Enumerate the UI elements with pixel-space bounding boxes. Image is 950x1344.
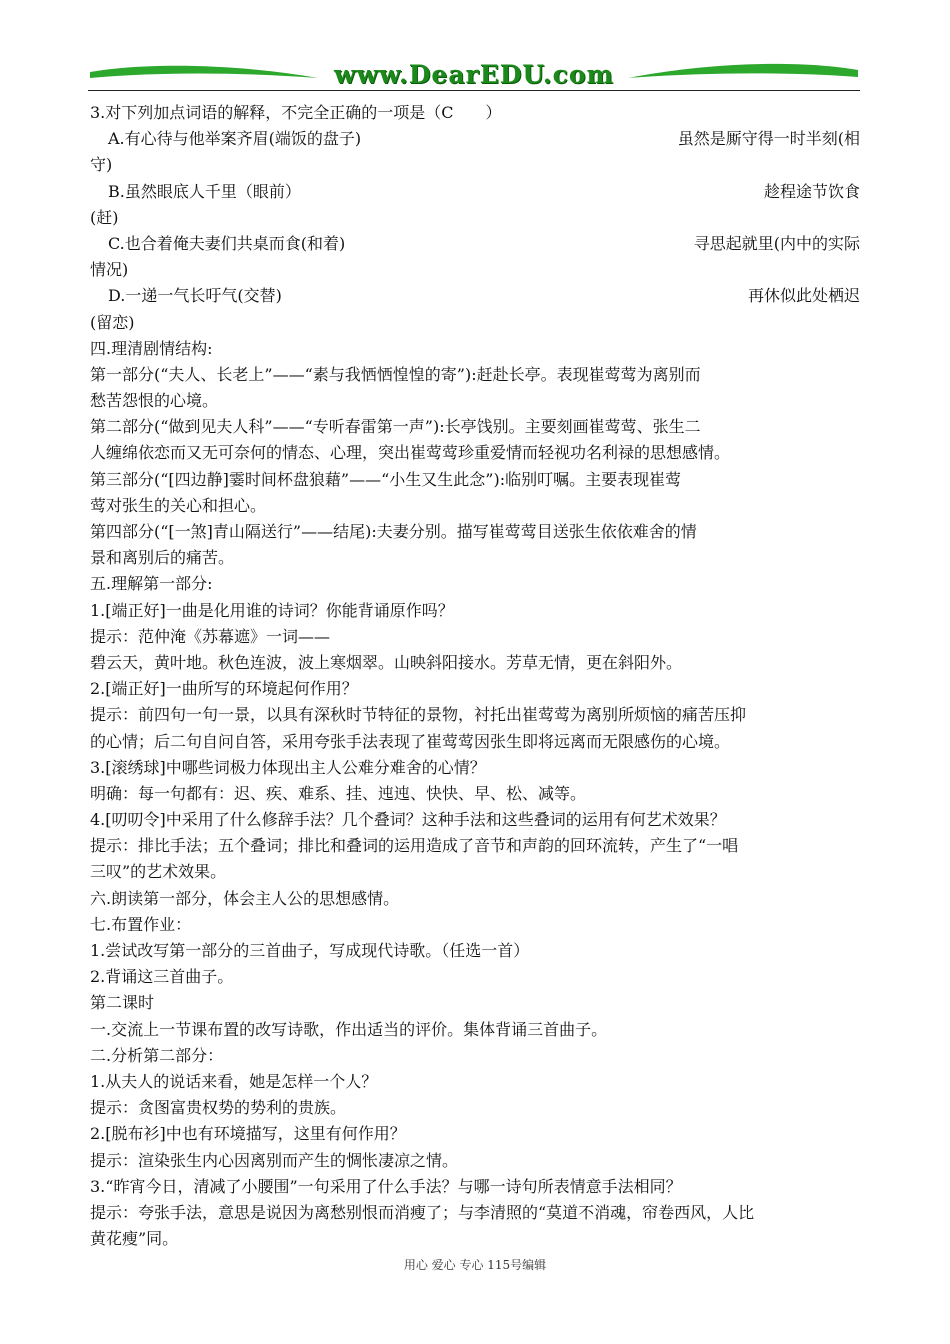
question-line: 3.“昨宵今日，清减了小腰围”一句采用了什么手法？与哪一诗句所表情意手法相同？ xyxy=(90,1176,682,1196)
option-a xyxy=(90,126,860,152)
homework-item: 2.背诵这三首曲子。 xyxy=(90,967,234,987)
hint-line: 提示：贪图富贵权势的势利的贵族。 xyxy=(90,1098,347,1118)
option-c-continued: 情况) xyxy=(90,260,129,280)
option-c-left: C.也合着俺夫妻们共桌而食(和着) xyxy=(108,233,346,253)
text-line: 人缠绵依恋而又无可奈何的情态、心理，突出崔莺莺珍重爱情而轻视功名利禄的思想感情。 xyxy=(90,443,731,463)
hint-line: 提示：排比手法；五个叠词；排比和叠词的运用造成了音节和声韵的回环流转，产生了“一唱 xyxy=(90,836,739,856)
section-heading: 六.朗读第一部分，体会主人公的思想感情。 xyxy=(90,888,400,908)
option-a-left: A.有心待与他举案齐眉(端饭的盘子) xyxy=(108,129,362,149)
hint-line: 提示：前四句一句一景，以具有深秋时节特征的景物，衬托出崔莺莺为离别所烦恼的痛苦压抑 xyxy=(90,705,747,725)
text-line: 第三部分(“[四边静]霎时间杯盘狼藉”——“小生又生此念”):临别叮嘱。主要表现崔莺 xyxy=(90,469,682,489)
option-a-continued: 守) xyxy=(90,155,113,175)
text-line: 的心情；后二句自问自答，采用夸张手法表现了崔莺莺因张生即将远离而无限感伤的心境。 xyxy=(90,731,731,751)
option-d xyxy=(90,283,860,309)
text-line: 第二部分(“做到见夫人科”——“专听春雷第一声”):长亭饯别。主要刻画崔莺莺、张生二 xyxy=(90,417,701,437)
poem-line: 碧云天，黄叶地。秋色连波，波上寒烟翠。山映斜阳接水。芳草无情，更在斜阳外。 xyxy=(90,652,683,672)
question-line: 2.[脱布衫]中也有环境描写，这里有何作用？ xyxy=(90,1124,406,1144)
option-c xyxy=(90,231,860,257)
page-footer: 用心 爱心 专心 115号编辑 xyxy=(403,1258,547,1272)
option-a-right: 虽然是厮守得一时半刻(相 xyxy=(677,129,860,149)
option-b-continued: (赶) xyxy=(90,207,119,227)
option-d-right: 再休似此处栖迟 xyxy=(747,286,860,306)
option-c-right: 寻思起就里(内中的实际 xyxy=(693,233,860,253)
site-logo-banner xyxy=(88,58,860,94)
text-line: 第四部分(“[一煞]青山隔送行”——结尾):夫妻分别。描写崔莺莺目送张生依依难舍的情 xyxy=(90,522,697,541)
option-b-right: 趁程途节饮食 xyxy=(763,181,860,201)
site-logo-text[interactable]: www.DearEDU.com xyxy=(333,60,614,89)
lesson-heading: 第二课时 xyxy=(90,993,155,1013)
section-heading: 四.理清剧情结构: xyxy=(90,338,213,358)
hint-line: 提示：渲染张生内心因离别而产生的惆怅凄凉之情。 xyxy=(90,1150,459,1170)
text-line: 愁苦怨恨的心境。 xyxy=(90,391,219,411)
option-b xyxy=(90,179,860,205)
section-heading: 二.分析第二部分： xyxy=(90,1045,224,1065)
section-heading: 一.交流上一节课布置的改写诗歌，作出适当的评价。集体背诵三首曲子。 xyxy=(90,1019,608,1039)
question-line: 2.[端正好]一曲所写的环境起何作用？ xyxy=(90,679,358,699)
question-line: 4.[叨叨令]中采用了什么修辞手法？几个叠词？这种手法和这些叠词的运用有何艺术效果？ xyxy=(90,810,726,830)
question-3-stem: 3.对下列加点词语的解释，不完全正确的一项是（C ） xyxy=(90,103,502,122)
hint-line: 提示：范仲淹《苏幕遮》一词—— xyxy=(90,626,331,646)
hint-line: 提示：夸张手法，意思是说因为离愁别恨而消瘦了；与李清照的“莫道不消魂，帘卷西风，人比 xyxy=(90,1202,755,1222)
document-body xyxy=(90,100,860,1252)
option-d-continued: (留恋) xyxy=(90,312,135,332)
text-line: 黄花瘦”同。 xyxy=(90,1229,179,1249)
section-heading: 五.理解第一部分: xyxy=(90,574,213,594)
text-line: 景和离别后的痛苦。 xyxy=(90,548,235,568)
question-line: 3.[滚绣球]中哪些词极力体现出主人公难分难舍的心情？ xyxy=(90,757,486,777)
section-heading: 七.布置作业： xyxy=(90,914,192,934)
question-line: 1.从夫人的说话来看，她是怎样一个人？ xyxy=(90,1071,378,1091)
option-d-left: D.一递一气长吁气(交替) xyxy=(108,286,282,306)
option-b-left: B.虽然眼底人千里（眼前） xyxy=(108,181,301,201)
text-line: 莺对张生的关心和担心。 xyxy=(90,495,267,515)
answer-line: 明确：每一句都有：迟、疾、难系、挂、迍迍、快快、早、松、减等。 xyxy=(90,783,587,803)
text-line: 第一部分(“夫人、长老上”——“素与我恓恓惶惶的寄”):赶赴长亭。表现崔莺莺为离别而 xyxy=(90,364,701,384)
header-divider xyxy=(88,90,860,91)
homework-item: 1.尝试改写第一部分的三首曲子，写成现代诗歌。（任选一首） xyxy=(90,941,530,960)
question-line: 1.[端正好]一曲是化用谁的诗词？你能背诵原作吗？ xyxy=(90,600,454,620)
text-line: 三叹”的艺术效果。 xyxy=(90,862,227,882)
